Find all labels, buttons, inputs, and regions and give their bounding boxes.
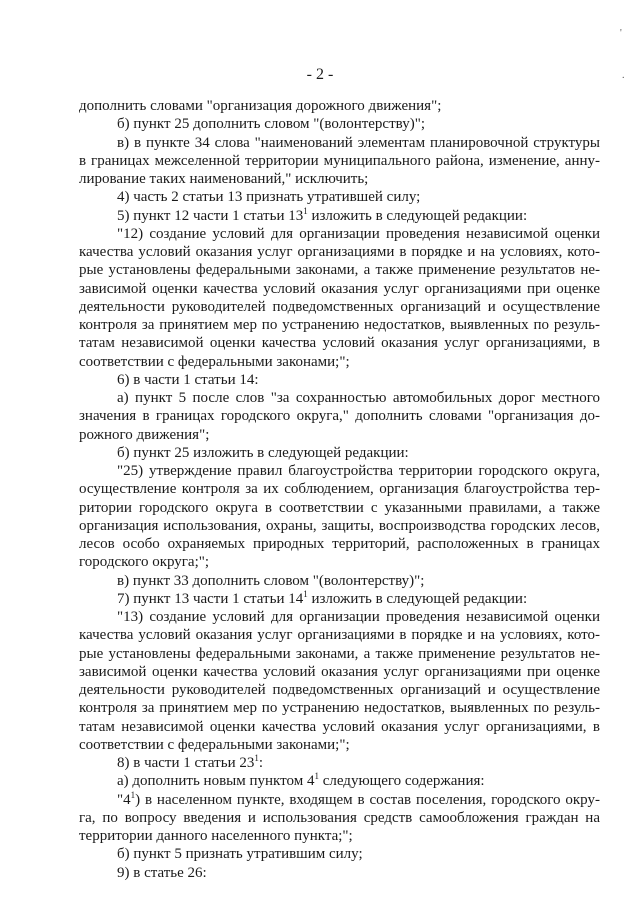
paragraph-text: 5) пункт 12 части 1 статьи 13 xyxy=(117,207,304,224)
paragraph-text: 9) в статье 26: xyxy=(117,864,207,881)
paragraph-text: "4 xyxy=(117,791,131,808)
superscript: 1 xyxy=(130,789,136,800)
paragraph xyxy=(79,754,600,772)
paragraph-text: б) пункт 25 дополнить словом "(волонтерству)"; xyxy=(117,116,425,133)
paragraph-text: 4) часть 2 статьи 13 признать утратившей силу; xyxy=(117,189,421,206)
superscript: 1 xyxy=(314,771,319,782)
paragraph xyxy=(79,444,600,462)
paragraph-text: 7) пункт 13 части 1 статьи 14 xyxy=(117,590,304,607)
paragraph-text: "25) утверждение правил благоустройства территории городского округа, осуществление контроля за их соблюдением, организация благоустройства территории городского округа в соответствии с указанными правилами, а также организация использования, охраны, защиты, воспроизводства городских лесов, лесов особо охраняемых природных территорий, расположенных в границах городского округа;"; xyxy=(79,463,600,571)
paragraph-text: в) в пункте 34 слова "наименований элементам планировочной структуры в границах межселенной территории муниципального района, изменение, аннулирование таких наименований," исключить; xyxy=(79,134,600,187)
paragraph-text: дополнить словами "организация дорожного движения"; xyxy=(79,98,442,114)
paragraph xyxy=(79,225,600,371)
scan-mark: ' xyxy=(620,28,622,39)
paragraph xyxy=(79,134,600,189)
paragraph-text: "13) создание условий для организации проведения независимой оценки качества условий оказания услуг организациями в порядке и на условиях, которые установлены федеральными законами, а также применение результатов независимой оценки качества условий оказания услуг организациями при оценке деятельности руководителей подведомственных организаций и осуществление контроля за принятием мер по устранению недостатков, выявленных по результатам независимой оценки качества условий оказания услуг организациями, в соответствии с федеральными законами;"; xyxy=(79,609,600,753)
page-number: - 2 - xyxy=(306,66,334,83)
paragraph xyxy=(79,389,600,444)
paragraph xyxy=(79,572,600,590)
paragraph xyxy=(79,590,600,608)
paragraph-text: 6) в части 1 статьи 14: xyxy=(117,371,259,388)
paragraph-text: изложить в следующей редакции: xyxy=(307,590,528,607)
paragraph xyxy=(79,864,600,882)
superscript: 1 xyxy=(303,588,308,599)
paragraph-text: изложить в следующей редакции: xyxy=(307,207,528,224)
paragraph xyxy=(79,772,600,790)
superscript: 1 xyxy=(303,205,308,216)
paragraph-text: в) пункт 33 дополнить словом "(волонтерству)"; xyxy=(117,572,425,589)
paragraph-text: 8) в части 1 статьи 23 xyxy=(117,755,255,771)
scan-mark: . xyxy=(622,70,625,81)
paragraph-text: а) дополнить новым пунктом 4 xyxy=(117,773,315,790)
paragraph xyxy=(79,115,600,133)
paragraph xyxy=(79,462,600,572)
paragraph-text: ) в населенном пункте, входящем в состав поселения, городского округа, по вопросу введения и использования средств самообложения граждан на территории данного населенного пункта;"; xyxy=(79,791,600,844)
paragraph xyxy=(79,188,600,206)
paragraph xyxy=(79,371,600,389)
paragraph-text: следующего содержания: xyxy=(318,773,485,790)
document-body xyxy=(79,97,600,882)
paragraph xyxy=(79,791,600,846)
paragraph xyxy=(79,608,600,754)
paragraph xyxy=(79,207,600,225)
paragraph-text: б) пункт 5 признать утратившим силу; xyxy=(117,846,363,863)
paragraph xyxy=(79,97,600,115)
paragraph xyxy=(79,845,600,863)
paragraph-text: : xyxy=(258,755,264,771)
superscript: 1 xyxy=(254,753,259,763)
paragraph-text: б) пункт 25 изложить в следующей редакции: xyxy=(117,444,409,461)
paragraph-text: а) пункт 5 после слов "за сохранностью автомобильных дорог местного значения в границах городского округа," дополнить словами "организация дорожного движения"; xyxy=(79,390,600,443)
paragraph-text: "12) создание условий для организации проведения независимой оценки качества условий оказания услуг организациями в порядке и на условиях, которые установлены федеральными законами, а также применение результатов независимой оценки качества условий оказания услуг организациями при оценке деятельности руководителей подведомственных организаций и осуществление контроля за принятием мер по устранению недостатков, выявленных по результатам независимой оценки качества условий оказания услуг организациями, в соответствии с федеральными законами;"; xyxy=(79,225,600,370)
